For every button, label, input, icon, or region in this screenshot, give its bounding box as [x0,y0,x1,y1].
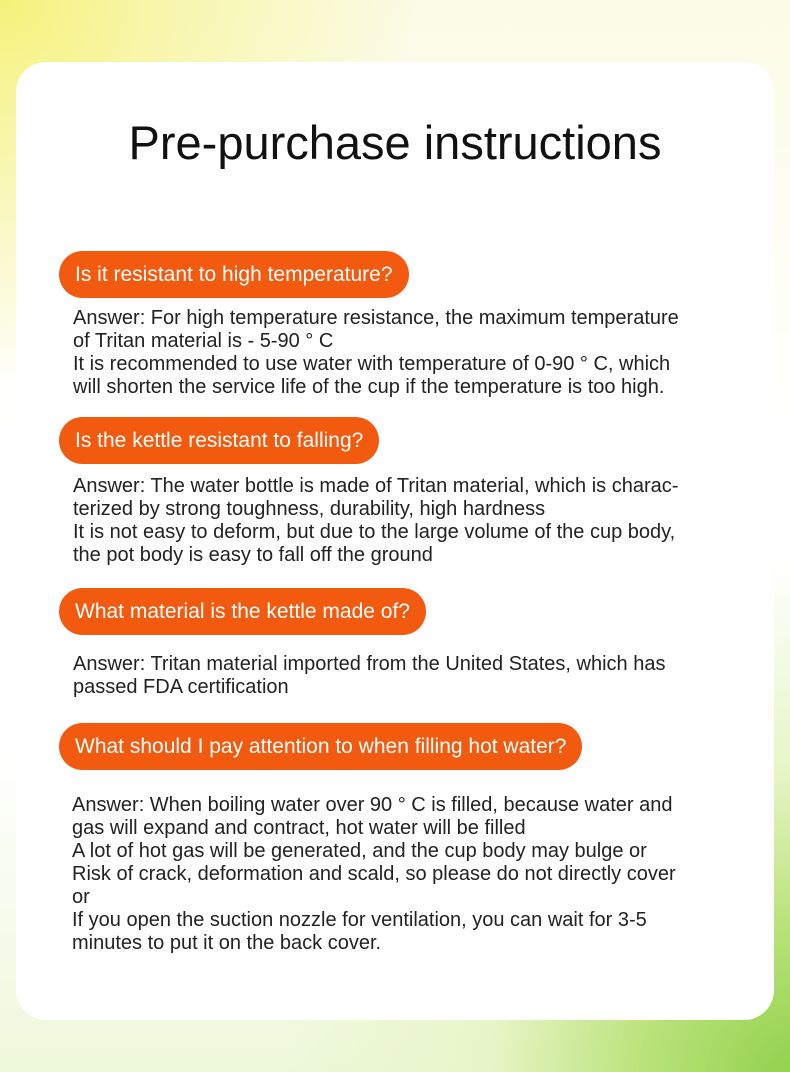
answer-4 [72,794,752,955]
answer-line: It is recommended to use water with temperature of 0-90 ° C, which [73,353,671,375]
answer-line: gas will expand and contract, hot water will be filled [72,817,526,839]
answer-line: Answer: When boiling water over 90 ° C is filled, because water and [72,794,673,816]
answer-line: terized by strong toughness, durability, high hardness [73,498,546,520]
answer-line: or [72,886,90,908]
question-pill-2: Is the kettle resistant to falling? [59,417,379,464]
answer-line: Answer: The water bottle is made of Tritan material, which is charac- [73,475,679,497]
answer-line: Answer: For high temperature resistance, the maximum temperature [73,307,679,329]
answer-line: of Tritan material is - 5-90 ° C [73,330,334,352]
page-title: Pre-purchase instructions [128,116,662,169]
question-pill-1: Is it resistant to high temperature? [59,251,409,298]
answer-line: Answer: Tritan material imported from the United States, which has [73,653,666,675]
question-pill-3: What material is the kettle made of? [59,588,426,635]
answer-line: A lot of hot gas will be generated, and the cup body may bulge or [72,840,647,862]
answer-line: passed FDA certification [73,676,289,698]
answer-3 [73,653,753,699]
answer-line: the pot body is easy to fall off the ground [73,544,433,566]
answer-2 [73,475,753,567]
answer-line: It is not easy to deform, but due to the large volume of the cup body, [73,521,676,543]
question-pill-4: What should I pay attention to when filling hot water? [59,723,582,770]
answer-line: Risk of crack, deformation and scald, so please do not directly cover [72,863,676,885]
answer-line: minutes to put it on the back cover. [72,932,382,954]
answer-line: If you open the suction nozzle for ventilation, you can wait for 3-5 [72,909,647,931]
answer-1 [73,307,753,399]
answer-line: will shorten the service life of the cup if the temperature is too high. [73,376,665,398]
